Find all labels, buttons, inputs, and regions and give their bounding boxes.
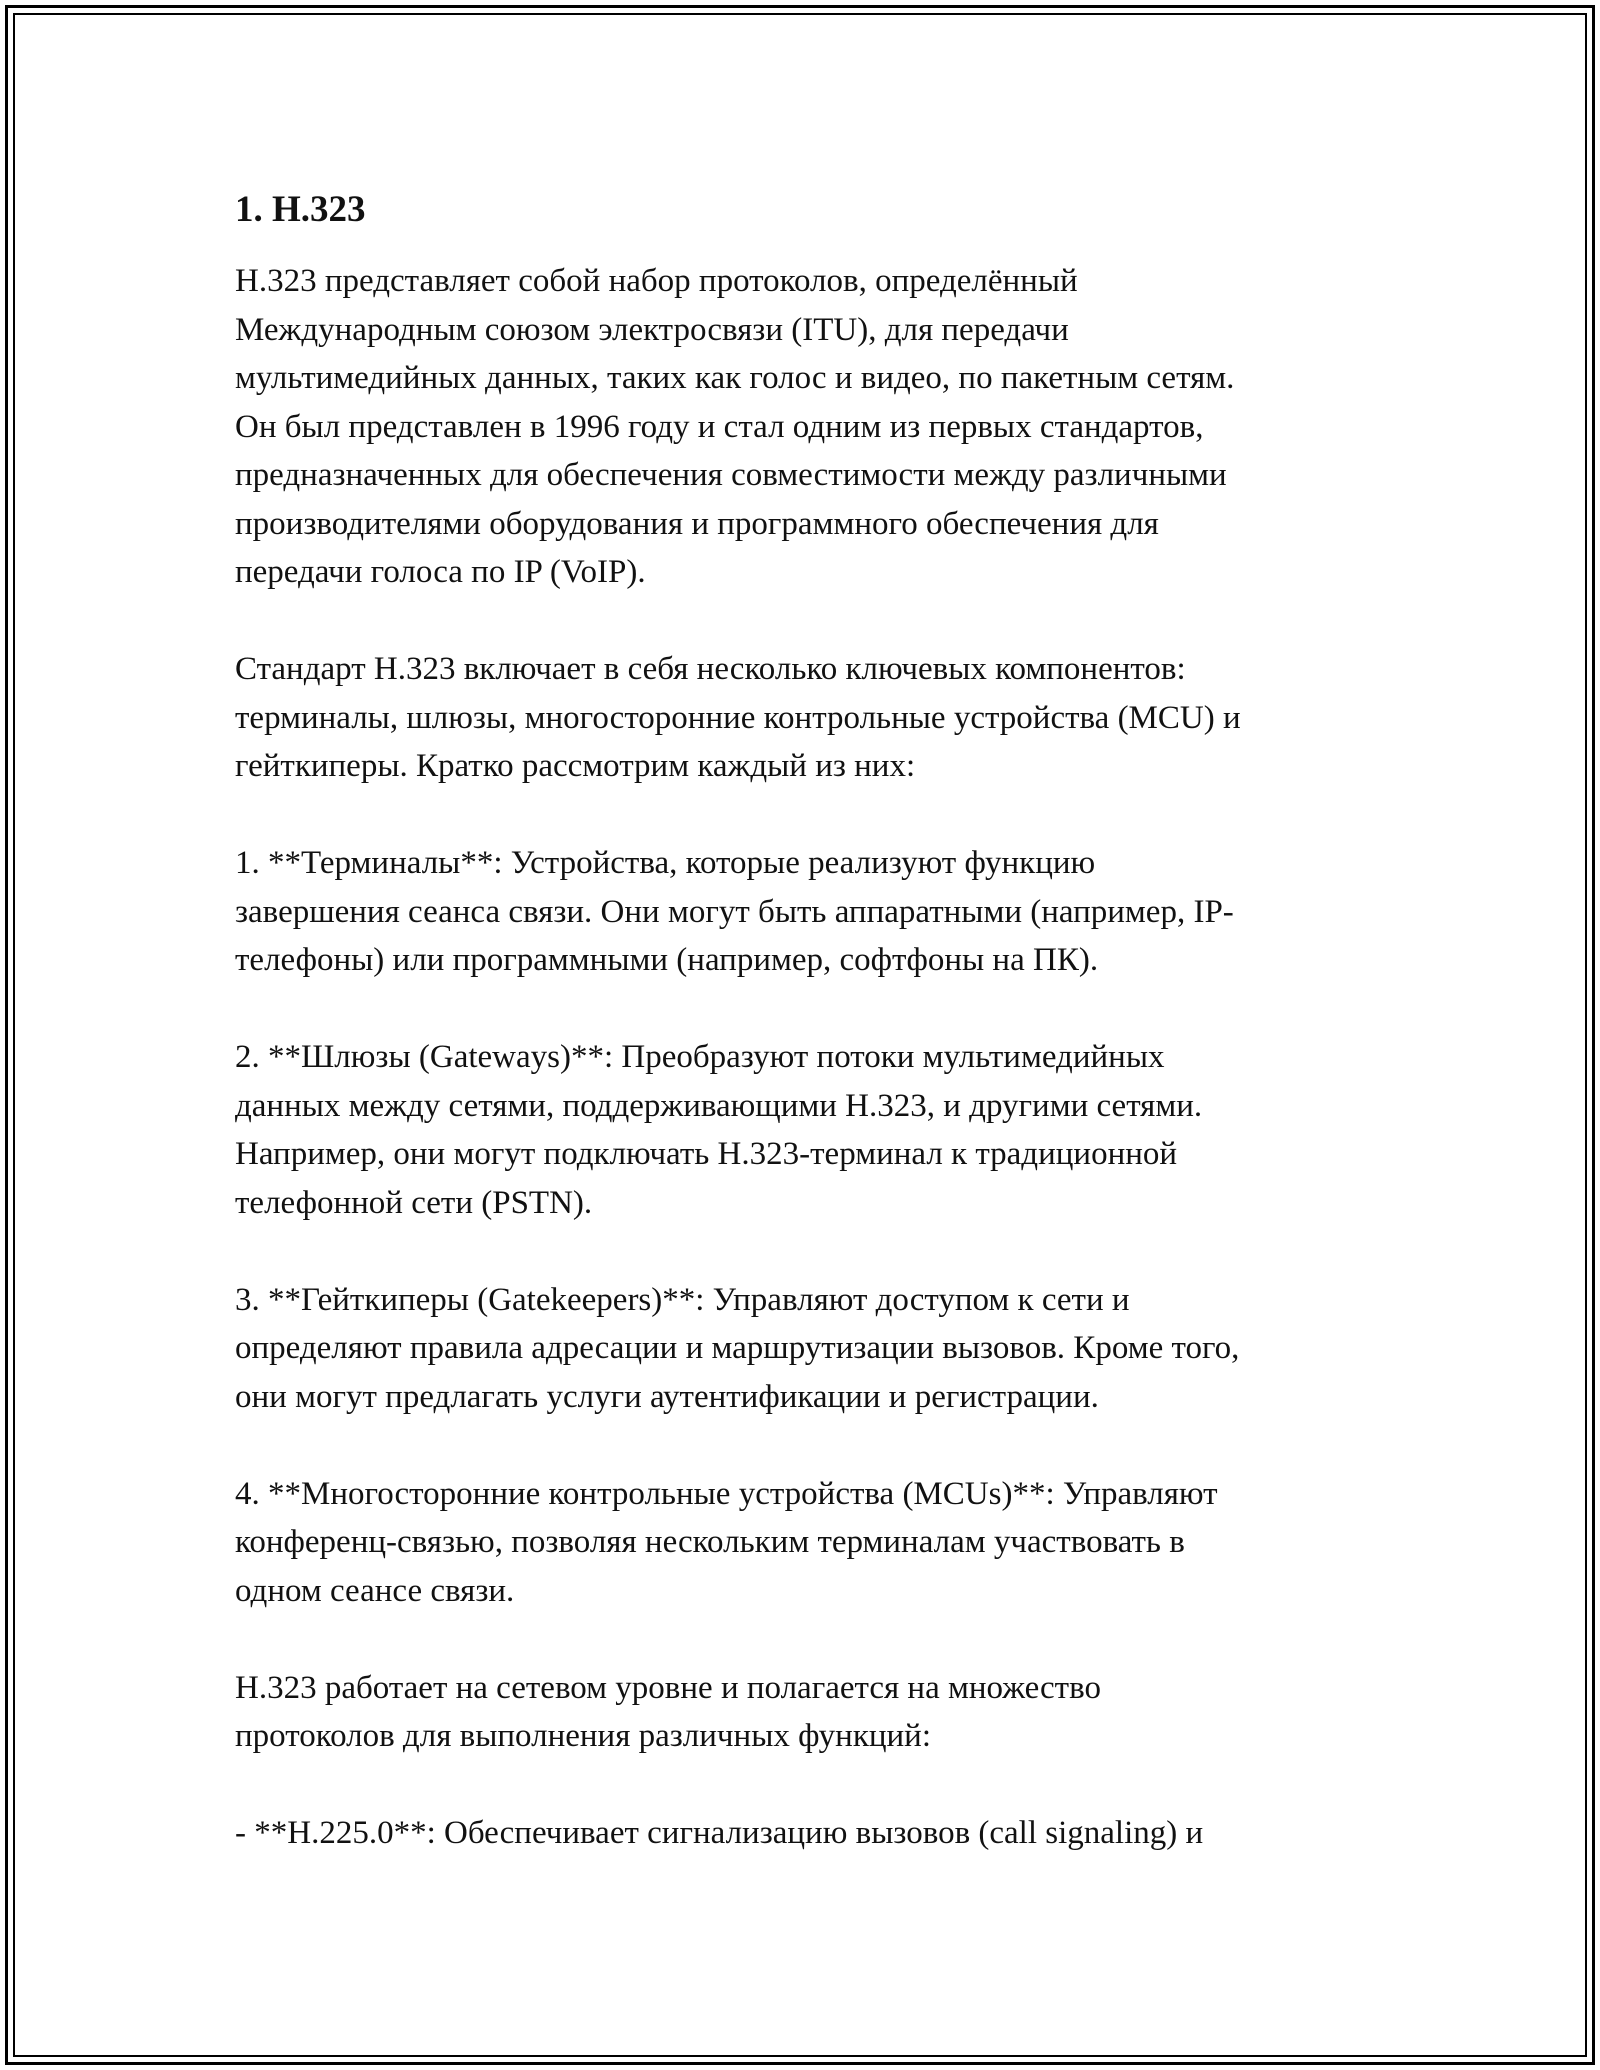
- text-line: Стандарт H.323 включает в себя несколько ключевых компонентов:: [235, 651, 1186, 687]
- text-line: передачи голоса по IP (VoIP).: [235, 554, 646, 590]
- text-line: 4. **Многосторонние контрольные устройства (MCUs)**: Управляют: [235, 1475, 1218, 1512]
- text-line: телефонной сети (PSTN).: [235, 1184, 593, 1221]
- text-line: предназначенных для обеспечения совместимости между различными: [235, 457, 1227, 493]
- text-line: Например, они могут подключать H.323-терминал к традиционной: [235, 1136, 1178, 1172]
- text-line: H.323 работает на сетевом уровне и полагается на множество: [235, 1669, 1101, 1706]
- text-line: 2. **Шлюзы (Gateways)**: Преобразуют потоки мультимедийных: [235, 1039, 1165, 1075]
- text-line: Международным союзом электросвязи (ITU), для передачи: [235, 311, 1069, 348]
- list-item-gateways: [235, 1033, 1415, 1227]
- text-line: гейткиперы. Кратко рассмотрим каждый из них:: [235, 748, 916, 784]
- paragraph-intro: [235, 257, 1415, 597]
- section-heading: 1. H.323: [235, 189, 366, 230]
- list-item-mcus: [235, 1470, 1415, 1616]
- text-line: телефоны) или программными (например, софтфоны на ПК).: [235, 942, 1099, 978]
- text-line: Он был представлен в 1996 году и стал одним из первых стандартов,: [235, 408, 1204, 445]
- text-line: - **H.225.0**: Обеспечивает сигнализацию вызовов (call signaling) и: [235, 1815, 1204, 1851]
- text-line: H.323 представляет собой набор протоколов, определённый: [235, 263, 1078, 299]
- list-item-terminals: [235, 839, 1415, 985]
- text-line: 3. **Гейткиперы (Gatekeepers)**: Управляют доступом к сети и: [235, 1281, 1130, 1318]
- text-line: одном сеансе связи.: [235, 1572, 515, 1609]
- text-line: производителями оборудования и программного обеспечения для: [235, 505, 1159, 542]
- text-line: они могут предлагать услуги аутентификации и регистрации.: [235, 1378, 1099, 1415]
- paragraph-components: [235, 645, 1415, 791]
- text-line: протоколов для выполнения различных функций:: [235, 1718, 932, 1754]
- text-line: конференц-связью, позволяя нескольким терминалам участвовать в: [235, 1524, 1185, 1560]
- text-line: 1. **Терминалы**: Устройства, которые реализуют функцию: [235, 845, 1096, 881]
- text-line: мультимедийных данных, таких как голос и видео, по пакетным сетям.: [235, 360, 1235, 396]
- text-line: терминалы, шлюзы, многосторонние контрольные устройства (MCU) и: [235, 699, 1241, 736]
- text-line: данных между сетями, поддерживающими H.323, и другими сетями.: [235, 1087, 1203, 1124]
- document-body: [235, 186, 1415, 1906]
- list-item-gatekeepers: [235, 1276, 1415, 1422]
- bullet-h225: [235, 1809, 1415, 1858]
- text-line: завершения сеанса связи. Они могут быть аппаратными (например, IP-: [235, 893, 1234, 930]
- paragraph-protocols: [235, 1664, 1415, 1761]
- text-line: определяют правила адресации и маршрутизации вызовов. Кроме того,: [235, 1330, 1240, 1366]
